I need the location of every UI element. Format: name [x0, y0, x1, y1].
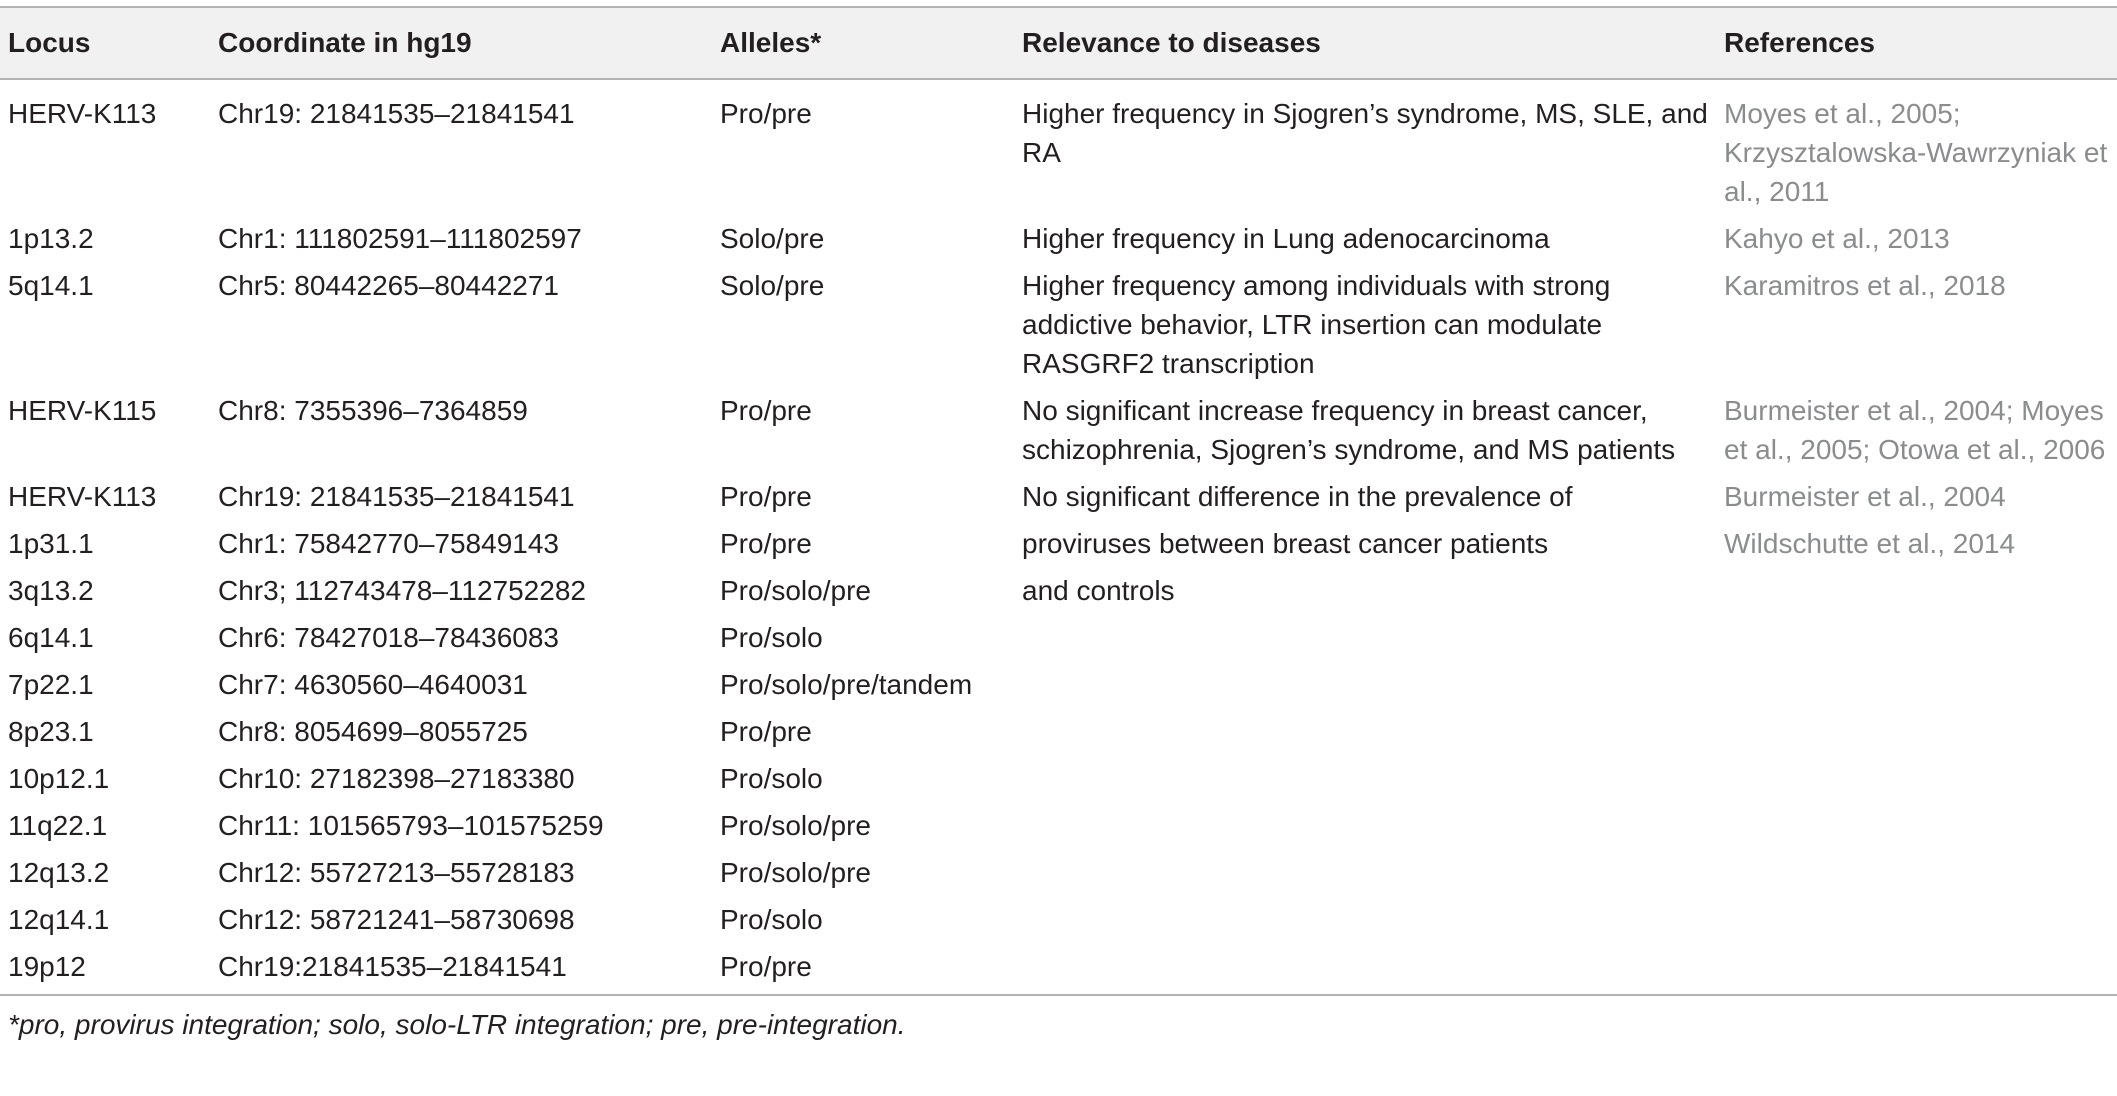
- cell-coordinate: Chr7: 4630560–4640031: [218, 669, 528, 700]
- cell-locus: 3q13.2: [8, 575, 94, 606]
- cell-references[interactable]: Burmeister et al., 2004: [1724, 481, 2006, 512]
- table-body: [0, 79, 2117, 994]
- cell-locus: 5q14.1: [8, 270, 94, 301]
- table-row: [0, 712, 2117, 759]
- table-row: [0, 759, 2117, 806]
- cell-relevance: No significant increase frequency in breast cancer, schizophrenia, Sjogren’s syndrome, and MS patients: [1022, 395, 1676, 465]
- cell-locus: HERV-K113: [8, 481, 157, 512]
- cell-locus: 1p31.1: [8, 528, 94, 559]
- cell-locus: 11q22.1: [8, 810, 108, 841]
- table-row: [0, 477, 2117, 524]
- cell-coordinate: Chr19: 21841535–21841541: [218, 481, 575, 512]
- cell-relevance: [1014, 900, 1716, 947]
- cell-coordinate: Chr12: 58721241–58730698: [218, 904, 575, 935]
- cell-relevance: proviruses between breast cancer patients: [1022, 528, 1549, 559]
- table-row: [0, 219, 2117, 266]
- cell-relevance: [1014, 853, 1716, 900]
- cell-relevance: and controls: [1022, 575, 1175, 606]
- cell-locus: HERV-K113: [8, 98, 157, 129]
- cell-alleles: Solo/pre: [720, 223, 825, 254]
- header-relevance: Relevance to diseases: [1014, 7, 1716, 79]
- cell-coordinate: Chr6: 78427018–78436083: [218, 622, 559, 653]
- cell-alleles: Pro/pre: [720, 98, 812, 129]
- cell-coordinate: Chr1: 111802591–111802597: [218, 223, 582, 254]
- cell-coordinate: Chr12: 55727213–55728183: [218, 857, 575, 888]
- cell-references: [1716, 712, 2117, 759]
- cell-alleles: Pro/solo/pre: [720, 857, 871, 888]
- header-locus: Locus: [0, 7, 210, 79]
- herv-table-container: [0, 6, 2117, 1042]
- cell-relevance: [1014, 712, 1716, 759]
- cell-coordinate: Chr8: 8054699–8055725: [218, 716, 528, 747]
- table-row: [0, 618, 2117, 665]
- cell-references[interactable]: Burmeister et al., 2004; Moyes et al., 2005; Otowa et al., 2006: [1724, 395, 2106, 465]
- cell-references[interactable]: Karamitros et al., 2018: [1724, 270, 2006, 301]
- cell-references: [1716, 618, 2117, 665]
- table-row: [0, 853, 2117, 900]
- cell-alleles: Pro/solo/pre/tandem: [720, 669, 973, 700]
- cell-alleles: Pro/solo: [720, 904, 823, 935]
- table-row: [0, 571, 2117, 618]
- cell-references: [1716, 853, 2117, 900]
- table-row: [0, 947, 2117, 994]
- cell-relevance: [1014, 759, 1716, 806]
- cell-references[interactable]: Moyes et al., 2005; Krzysztalowska-Wawrzyniak et al., 2011: [1724, 98, 2108, 207]
- cell-relevance: No significant difference in the prevalence of: [1022, 481, 1573, 512]
- cell-coordinate: Chr1: 75842770–75849143: [218, 528, 559, 559]
- cell-locus: 6q14.1: [8, 622, 94, 653]
- header-references: References: [1716, 7, 2117, 79]
- cell-coordinate: Chr11: 101565793–101575259: [218, 810, 604, 841]
- cell-relevance: [1014, 665, 1716, 712]
- cell-alleles: Pro/pre: [720, 716, 812, 747]
- table-row: [0, 900, 2117, 947]
- table-row: [0, 79, 2117, 219]
- cell-alleles: Pro/pre: [720, 528, 812, 559]
- table-row: [0, 524, 2117, 571]
- cell-references: [1716, 900, 2117, 947]
- cell-relevance: Higher frequency in Sjogren’s syndrome, MS, SLE, and RA: [1022, 98, 1708, 168]
- cell-relevance: Higher frequency in Lung adenocarcinoma: [1022, 223, 1550, 254]
- cell-references[interactable]: Kahyo et al., 2013: [1724, 223, 1950, 254]
- cell-alleles: Solo/pre: [720, 270, 825, 301]
- cell-locus: 10p12.1: [8, 763, 110, 794]
- cell-references[interactable]: Wildschutte et al., 2014: [1724, 528, 2016, 559]
- cell-coordinate: Chr5: 80442265–80442271: [218, 270, 559, 301]
- cell-coordinate: Chr19:21841535–21841541: [218, 951, 567, 982]
- cell-references: [1716, 665, 2117, 712]
- table-row: [0, 266, 2117, 391]
- cell-coordinate: Chr19: 21841535–21841541: [218, 98, 575, 129]
- cell-locus: 8p23.1: [8, 716, 94, 747]
- cell-references: [1716, 759, 2117, 806]
- cell-alleles: Pro/solo/pre: [720, 810, 871, 841]
- header-alleles: Alleles*: [712, 7, 1014, 79]
- cell-locus: 12q14.1: [8, 904, 110, 935]
- table-row: [0, 391, 2117, 477]
- cell-locus: 19p12: [8, 951, 86, 982]
- cell-alleles: Pro/pre: [720, 395, 812, 426]
- cell-locus: 1p13.2: [8, 223, 94, 254]
- cell-locus: HERV-K115: [8, 395, 157, 426]
- cell-relevance: [1014, 618, 1716, 665]
- table-row: [0, 806, 2117, 853]
- table-row: [0, 665, 2117, 712]
- cell-references: [1716, 571, 2117, 618]
- cell-relevance: Higher frequency among individuals with strong addictive behavior, LTR insertion can modulate RASGRF2 transcription: [1022, 270, 1611, 379]
- cell-references: [1716, 806, 2117, 853]
- table-header: [0, 7, 2117, 79]
- cell-references: [1716, 947, 2117, 994]
- herv-locus-table: [0, 6, 2117, 994]
- cell-alleles: Pro/pre: [720, 481, 812, 512]
- header-row: [0, 7, 2117, 79]
- header-coordinate: Coordinate in hg19: [210, 7, 712, 79]
- cell-alleles: Pro/pre: [720, 951, 812, 982]
- cell-relevance: [1014, 947, 1716, 994]
- cell-coordinate: Chr10: 27182398–27183380: [218, 763, 575, 794]
- cell-locus: 7p22.1: [8, 669, 94, 700]
- cell-coordinate: Chr8: 7355396–7364859: [218, 395, 528, 426]
- cell-alleles: Pro/solo: [720, 763, 823, 794]
- cell-alleles: Pro/solo: [720, 622, 823, 653]
- cell-coordinate: Chr3; 112743478–112752282: [218, 575, 586, 606]
- cell-locus: 12q13.2: [8, 857, 110, 888]
- table-footnote: *pro, provirus integration; solo, solo-LTR integration; pre, pre-integration.: [8, 1009, 906, 1040]
- cell-relevance: [1014, 806, 1716, 853]
- cell-alleles: Pro/solo/pre: [720, 575, 871, 606]
